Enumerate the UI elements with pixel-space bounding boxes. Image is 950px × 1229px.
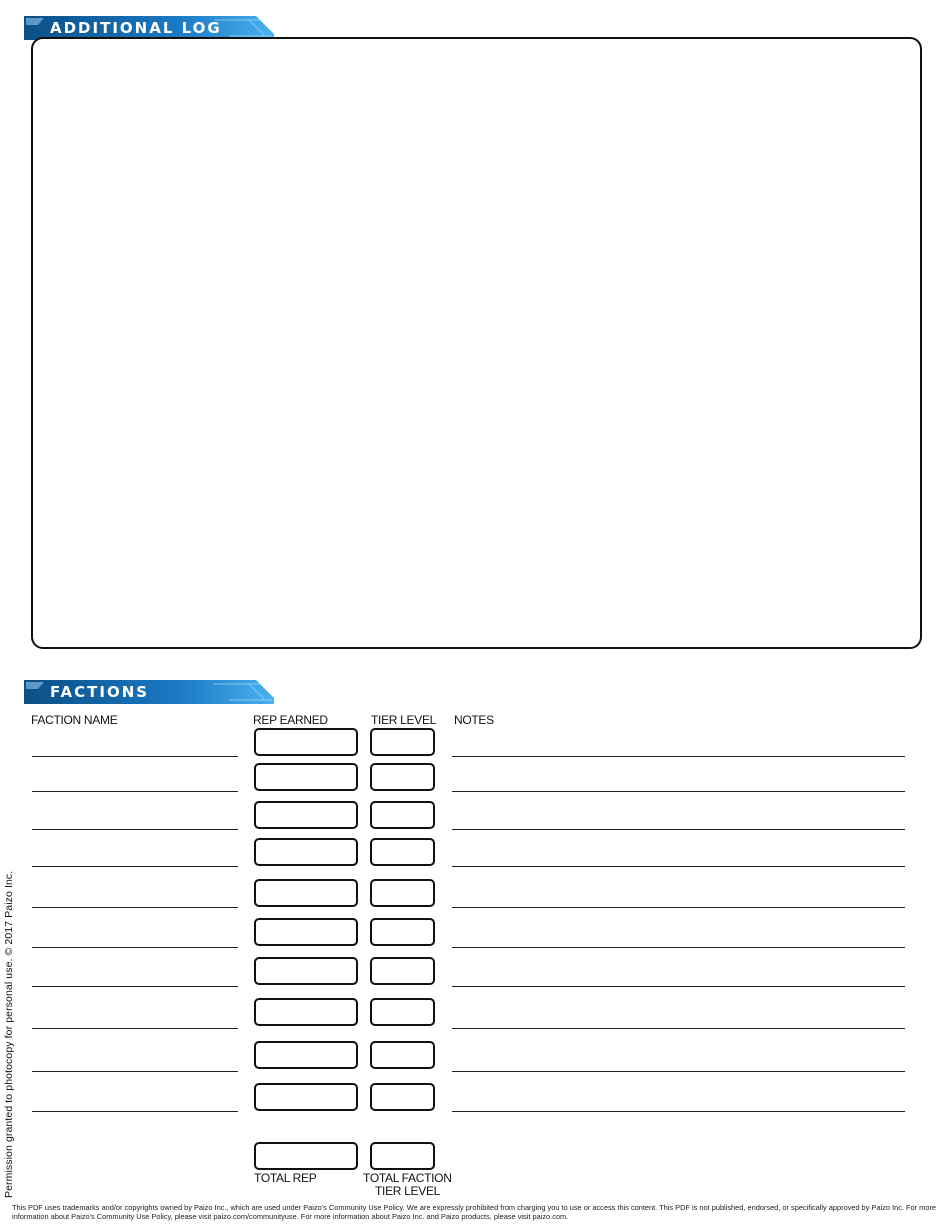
tier-level-box-10[interactable] [370,1083,435,1111]
faction-name-field-6[interactable] [32,947,238,948]
tier-level-box-8[interactable] [370,998,435,1026]
faction-name-field-7[interactable] [32,986,238,987]
faction-name-field-5[interactable] [32,907,238,908]
tier-level-header: TIER LEVEL [371,713,437,727]
notes-field-10[interactable] [452,1111,905,1112]
tier-level-box-3[interactable] [370,801,435,829]
rep-earned-header: REP EARNED [253,713,328,727]
rep-earned-box-5[interactable] [254,879,358,907]
tier-level-box-4[interactable] [370,838,435,866]
tier-level-box-9[interactable] [370,1041,435,1069]
tier-level-box-2[interactable] [370,763,435,791]
faction-name-field-4[interactable] [32,866,238,867]
legal-footer: This PDF uses trademarks and/or copyrights owned by Paizo Inc., which are used under Paizo's Community Use Policy. We are expressly prohibited from charging you to use or access this content. This PDF is not published, endorsed, or specifically approved by Paizo Inc. For more information about Paizo's Community Use Policy, please visit paizo.com/communityuse. For more information about Paizo Inc. and Paizo products, please visit paizo.com. [12,1203,937,1221]
permission-note: Permission granted to photocopy for personal use. © 2017 Paizo Inc. [3,870,15,1198]
factions-title: FACTIONS [50,683,150,701]
faction-name-field-9[interactable] [32,1071,238,1072]
notes-field-5[interactable] [452,907,905,908]
notes-field-8[interactable] [452,1028,905,1029]
rep-earned-box-4[interactable] [254,838,358,866]
faction-name-field-10[interactable] [32,1111,238,1112]
total-faction-label: TOTAL FACTION [363,1171,452,1185]
notes-field-2[interactable] [452,791,905,792]
additional-log-title: ADDITIONAL LOG [50,19,222,37]
additional-log-textarea[interactable] [31,37,922,649]
faction-name-field-1[interactable] [32,756,238,757]
total-rep-label: TOTAL REP [254,1171,317,1185]
notes-field-7[interactable] [452,986,905,987]
tier-level-box-6[interactable] [370,918,435,946]
tier-level-label: TIER LEVEL [375,1184,441,1198]
notes-field-9[interactable] [452,1071,905,1072]
faction-name-field-2[interactable] [32,791,238,792]
notes-field-3[interactable] [452,829,905,830]
rep-earned-box-3[interactable] [254,801,358,829]
faction-name-header: FACTION NAME [31,713,118,727]
rep-earned-box-9[interactable] [254,1041,358,1069]
rep-earned-box-1[interactable] [254,728,358,756]
tier-level-box-5[interactable] [370,879,435,907]
rep-earned-box-8[interactable] [254,998,358,1026]
faction-name-field-3[interactable] [32,829,238,830]
notes-field-4[interactable] [452,866,905,867]
rep-earned-box-2[interactable] [254,763,358,791]
notes-field-1[interactable] [452,756,905,757]
notes-header: NOTES [454,713,494,727]
total-faction-tier-box[interactable] [370,1142,435,1170]
rep-earned-box-6[interactable] [254,918,358,946]
total-rep-box[interactable] [254,1142,358,1170]
faction-name-field-8[interactable] [32,1028,238,1029]
notes-field-6[interactable] [452,947,905,948]
rep-earned-box-7[interactable] [254,957,358,985]
tier-level-box-1[interactable] [370,728,435,756]
tier-level-box-7[interactable] [370,957,435,985]
rep-earned-box-10[interactable] [254,1083,358,1111]
factions-banner [24,680,274,704]
